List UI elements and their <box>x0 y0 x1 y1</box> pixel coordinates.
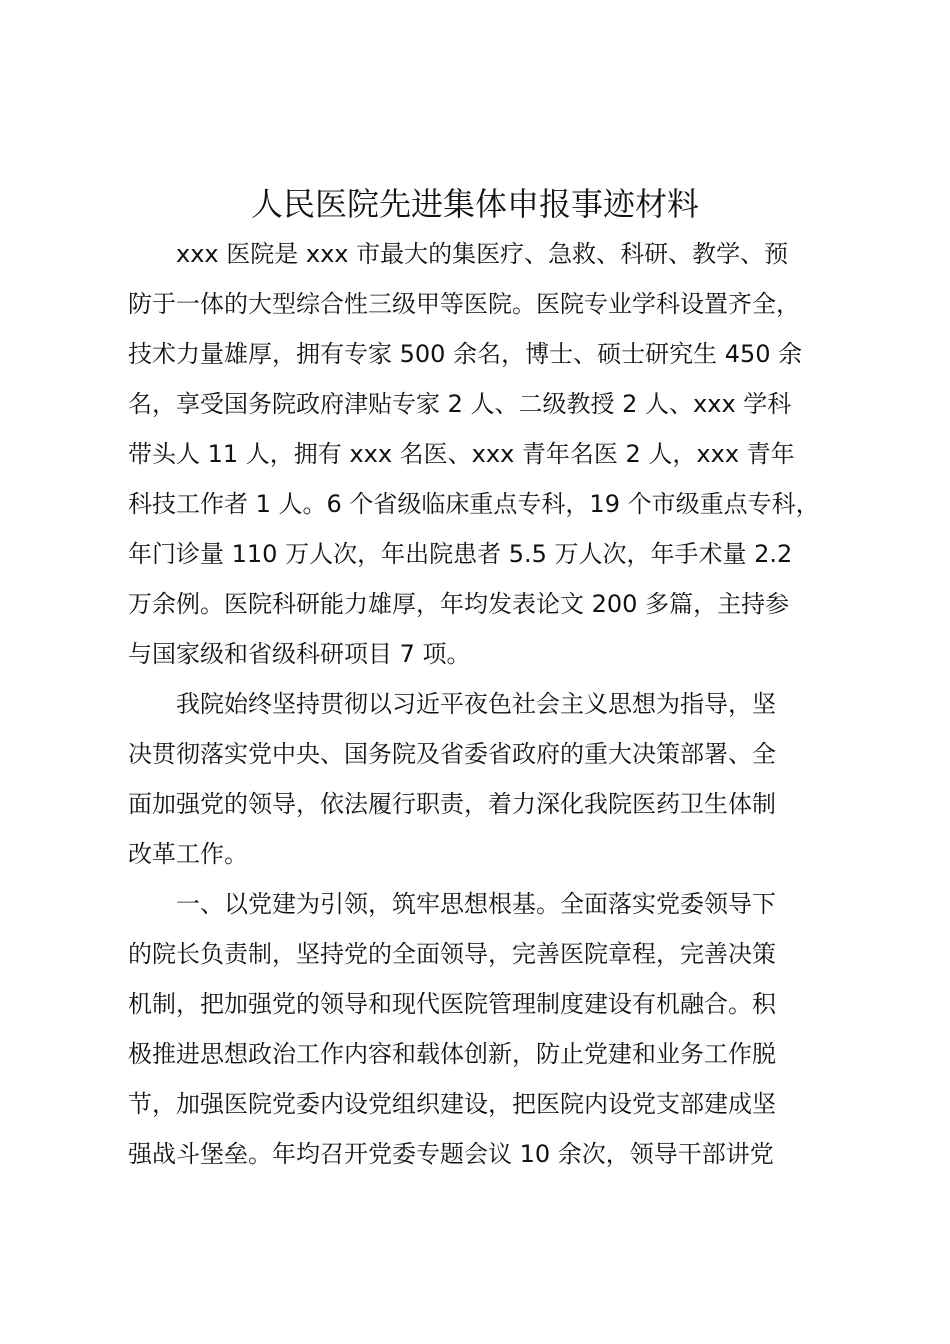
paragraph-3-line-6: 强战斗堡垒。年均召开党委专题会议 10 余次，领导干部讲党 <box>128 1140 774 1168</box>
paragraph-2-line-2: 决贯彻落实党中央、国务院及省委省政府的重大决策部署、全 <box>128 740 776 768</box>
paragraph-3-line-3: 机制，把加强党的领导和现代医院管理制度建设有机融合。积 <box>128 990 776 1018</box>
paragraph-1-line-8: 万余例。医院科研能力雄厚，年均发表论文 200 多篇，主持参 <box>128 590 790 618</box>
paragraph-1-line-7: 年门诊量 110 万人次，年出院患者 5.5 万人次，年手术量 2.2 <box>128 540 793 568</box>
paragraph-1-line-2: 防于一体的大型综合性三级甲等医院。医院专业学科设置齐全， <box>128 290 800 318</box>
paragraph-3-line-4: 极推进思想政治工作内容和载体创新，防止党建和业务工作脱 <box>128 1040 776 1068</box>
paragraph-3-line-2: 的院长负责制，坚持党的全面领导，完善医院章程，完善决策 <box>128 940 776 968</box>
paragraph-3-line-5: 节，加强医院党委内设党组织建设，把医院内设党支部建成坚 <box>128 1090 776 1118</box>
paragraph-2-line-1: 我院始终坚持贯彻以习近平夜色社会主义思想为指导，坚 <box>176 690 776 718</box>
paragraph-1-line-4: 名，享受国务院政府津贴专家 2 人、二级教授 2 人、xxx 学科 <box>128 390 792 418</box>
paragraph-2-line-4: 改革工作。 <box>128 840 248 868</box>
paragraph-3-line-1: 一、以党建为引领，筑牢思想根基。全面落实党委领导下 <box>176 890 776 918</box>
document-title: 人民医院先进集体申报事迹材料 <box>250 185 699 223</box>
paragraph-1-line-1: xxx 医院是 xxx 市最大的集医疗、急救、科研、教学、预 <box>176 240 789 268</box>
paragraph-2-line-3: 面加强党的领导，依法履行职责，着力深化我院医药卫生体制 <box>128 790 776 818</box>
paragraph-1-line-3: 技术力量雄厚，拥有专家 500 余名，博士、硕士研究生 450 余 <box>128 340 803 368</box>
paragraph-1-line-6: 科技工作者 1 人。6 个省级临床重点专科，19 个市级重点专科， <box>128 490 820 518</box>
paragraph-1-line-5: 带头人 11 人，拥有 xxx 名医、xxx 青年名医 2 人，xxx 青年 <box>128 440 795 468</box>
paragraph-1-line-9: 与国家级和省级科研项目 7 项。 <box>128 640 471 668</box>
